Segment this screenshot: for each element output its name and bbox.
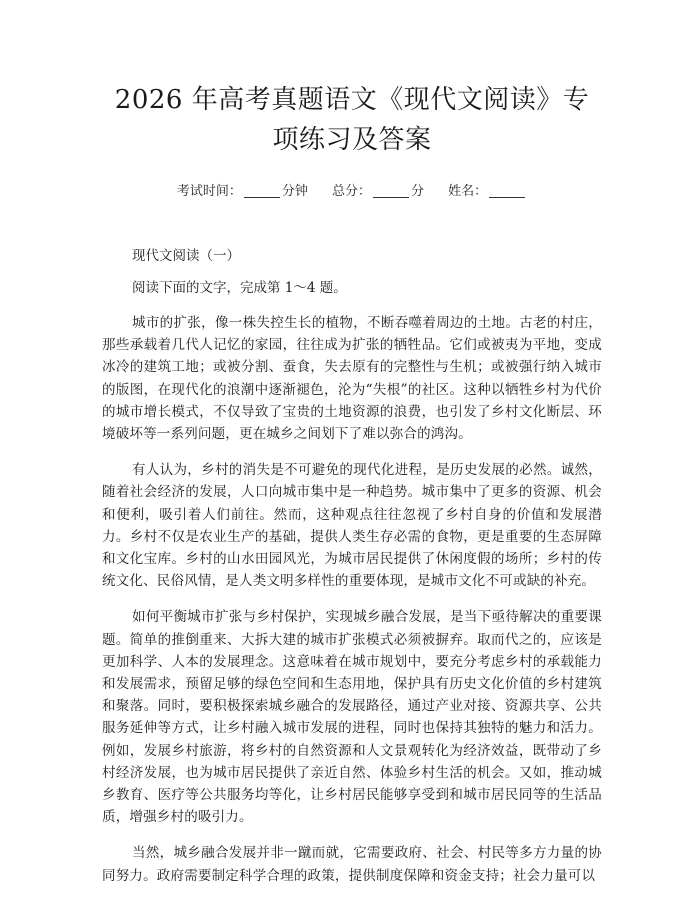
page-title: 2026 年高考真题语文《现代文阅读》专项练习及答案 (114, 85, 590, 155)
exam-time-unit: 分钟 (281, 184, 308, 199)
exam-time-label: 考试时间： (176, 184, 242, 199)
passage-paragraph: 有人认为，乡村的消失是不可避免的现代化进程，是历史发展的必然。诚然，随着社会经济的发展，人口向城市集中是一种趋势。城市集中了更多的资源、机会和便利，吸引着人们前往。然而，这种观点往往忽视了乡村自身的价值和发展潜力。乡村不仅是农业生产的基础，提供人类生存必需的食物，更是重要的生态屏障和文化宝库。乡村的山水田园风光，为城市居民提供了休闲度假的场所；乡村的传统文化、民俗风情，是人类文明多样性的重要体现，是城市文化不可或缺的补充。 (102, 462, 602, 590)
total-score-blank (373, 197, 409, 198)
reading-instruction: 阅读下面的文字，完成第 1～4 题。 (132, 280, 347, 296)
passage-paragraph: 当然，城乡融合发展并非一蹴而就，它需要政府、社会、村民等多方力量的协同努力。政府需要制定科学合理的政策，提供制度保障和资金支持；社会力量可以 (102, 845, 602, 884)
section-title: 现代文阅读（一） (132, 248, 240, 264)
passage-paragraph: 如何平衡城市扩张与乡村保护，实现城乡融合发展，是当下亟待解决的重要课题。简单的推倒重来、大拆大建的城市扩张模式必须被摒弃。取而代之的，应该是更加科学、人本的发展理念。这意味着在城市规划中，要充分考虑乡村的承载能力和发展需求，预留足够的绿色空间和生态用地，保护具有历史文化价值的乡村建筑和聚落。同时，要积极探索城乡融合的发展路径，通过产业对接、资源共享、公共服务延伸等方式，让乡村融入城市发展的进程，同时也保持其独特的魅力和活力。例如，发展乡村旅游，将乡村的自然资源和人文景观转化为经济效益，既带动了乡村经济发展，也为城市居民提供了亲近自然、体验乡村生活的机会。又如，推动城乡教育、医疗等公共服务均等化，让乡村居民能够享受到和城市居民同等的生活品质，增强乡村的吸引力。 (102, 609, 602, 826)
total-score-field (332, 182, 424, 202)
exam-time-field (177, 182, 308, 202)
name-label: 姓名： (448, 184, 488, 199)
exam-time-blank (244, 197, 280, 198)
total-score-label: 总分： (331, 184, 371, 199)
name-blank (489, 197, 525, 198)
name-field (448, 182, 527, 202)
passage-paragraph: 城市的扩张，像一株失控生长的植物，不断吞噬着周边的土地。古老的村庄，那些承载着几代人记忆的家园，往往成为扩张的牺牲品。它们或被夷为平地，变成冰冷的建筑工地；或被分割、蚕食，失去原有的完整性与生机；或被强行纳入城市的版图，在现代化的浪潮中逐渐褪色，沦为“失根”的社区。这种以牺牲乡村为代价的城市增长模式，不仅导致了宝贵的土地资源的浪费，也引发了乡村文化断层、环境破坏等一系列问题，更在城乡之间划下了难以弥合的鸿沟。 (102, 315, 602, 443)
exam-info-line (102, 182, 602, 202)
total-score-unit: 分 (411, 184, 425, 199)
